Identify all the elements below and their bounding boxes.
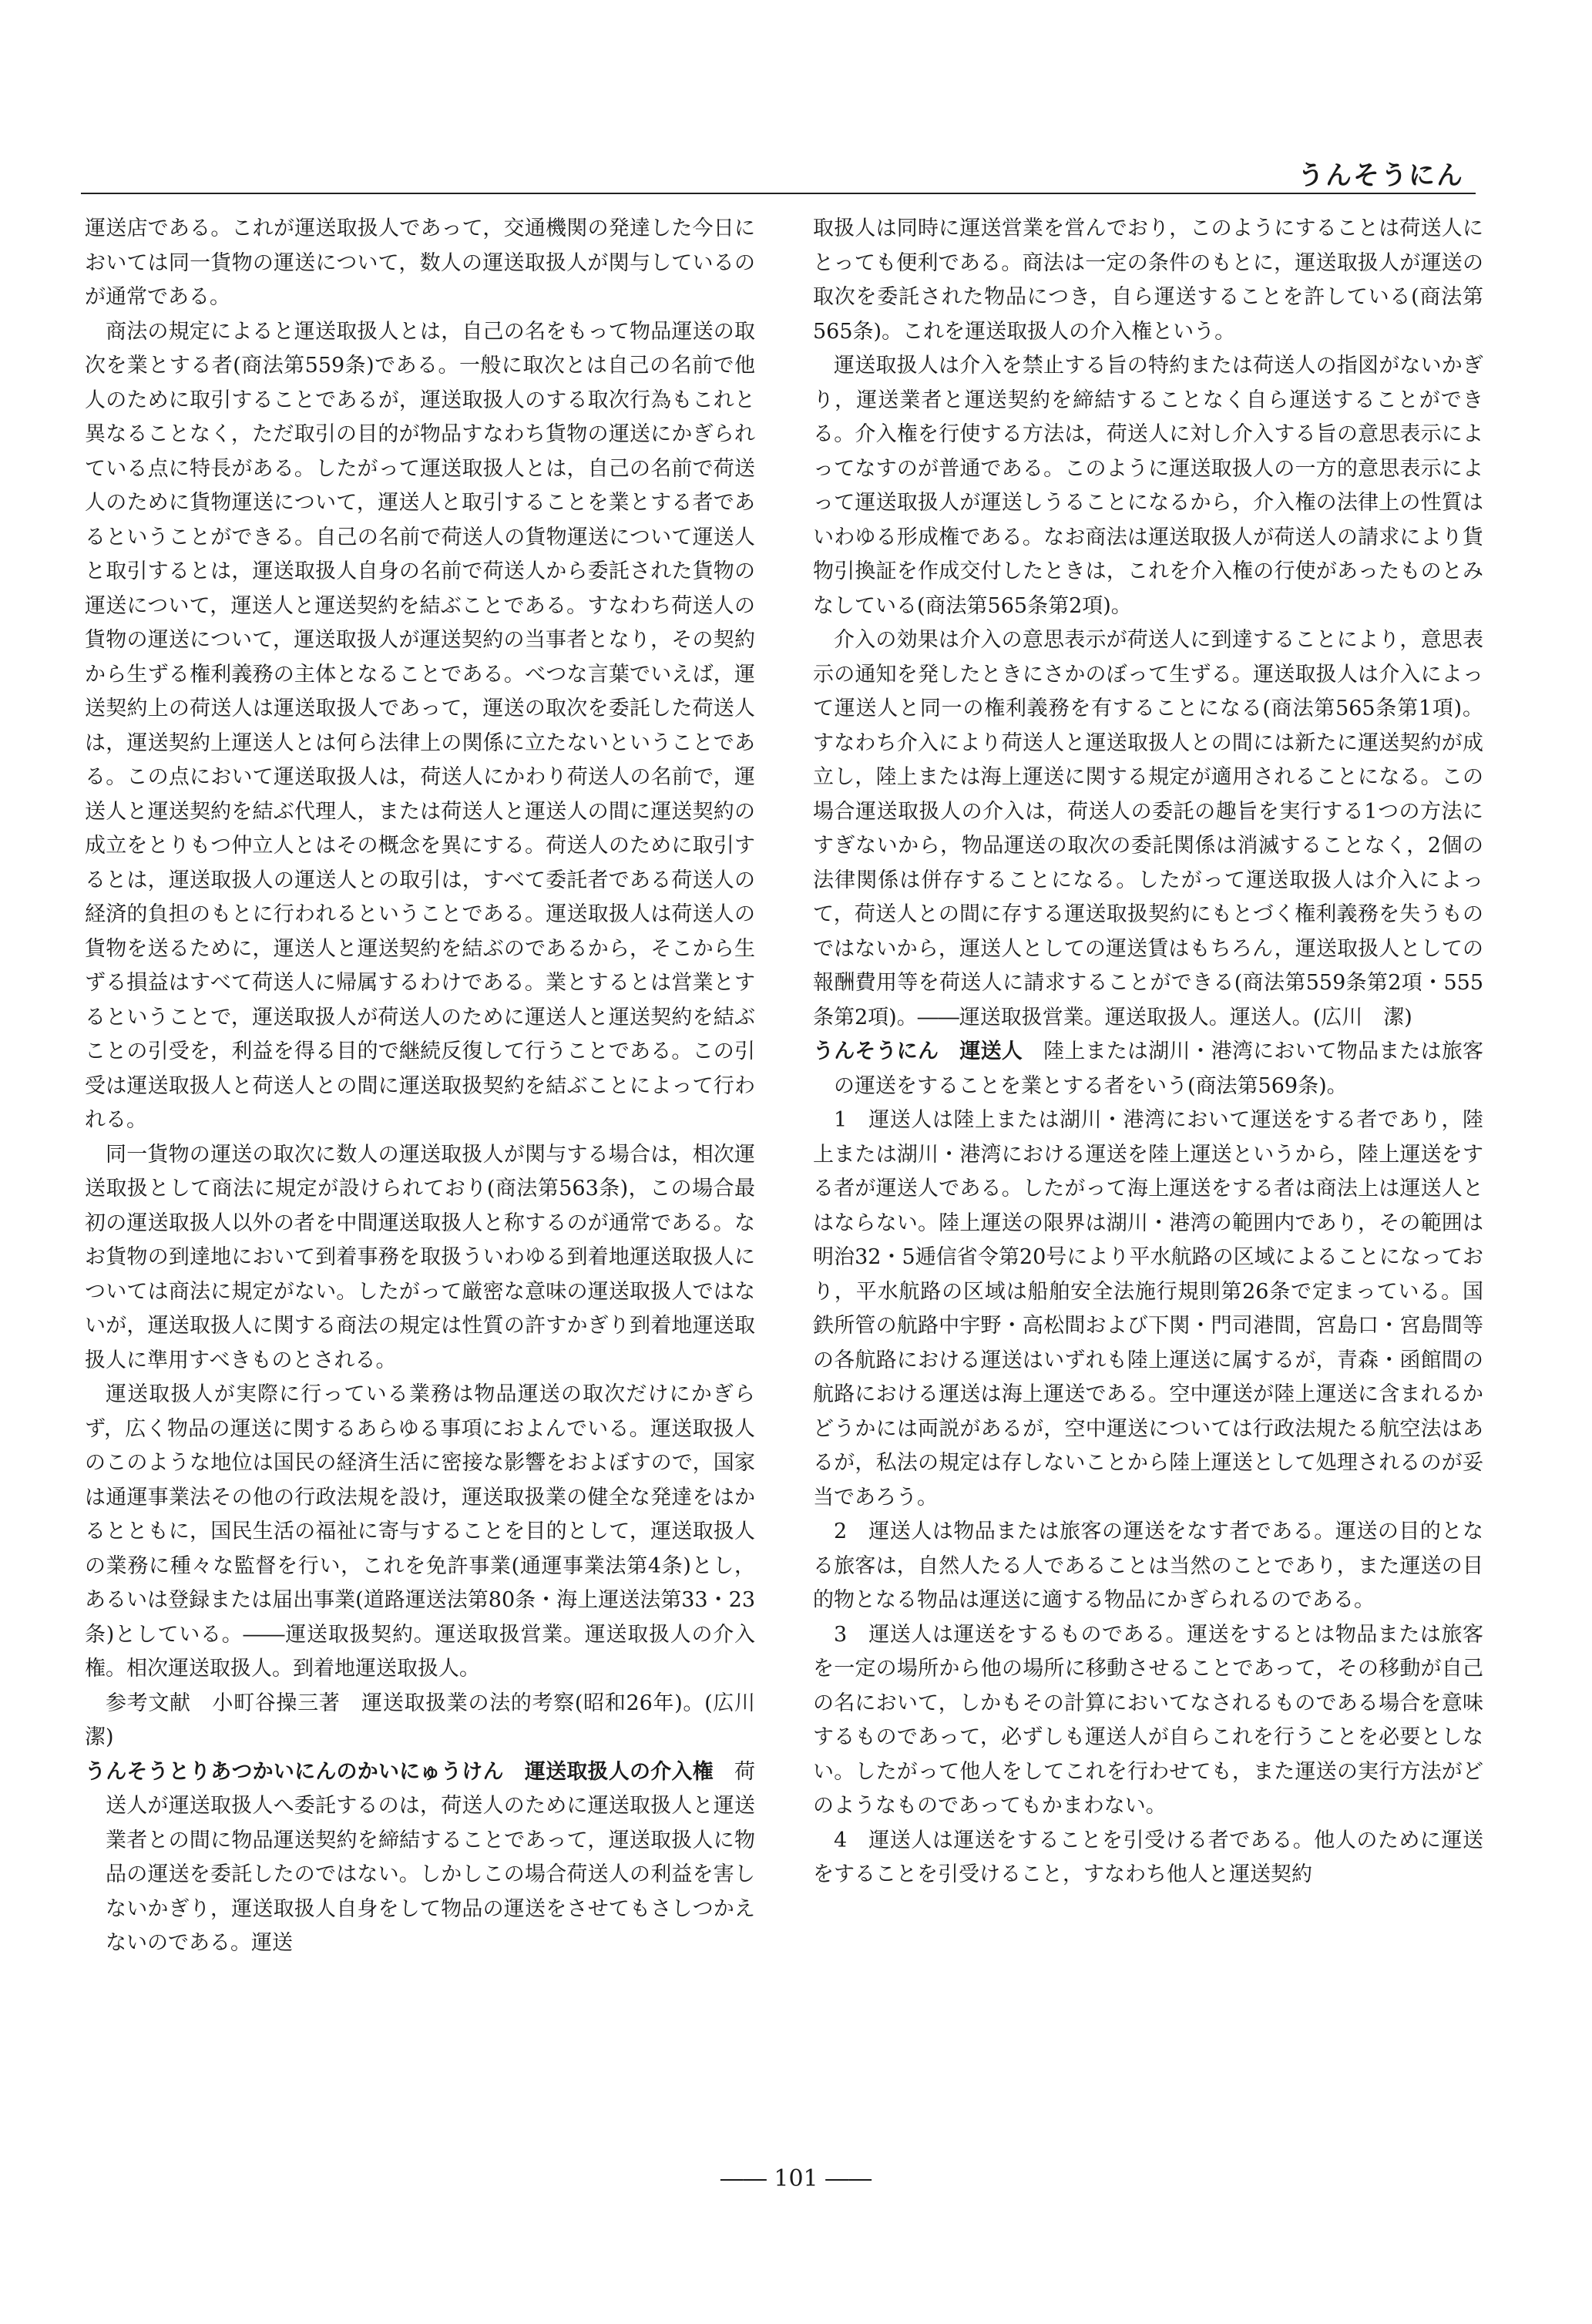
left-column: [85, 212, 776, 1961]
entry-keyword: 運送人: [959, 1039, 1023, 1063]
header-rule: [81, 193, 1476, 194]
paragraph: 運送店である。これが運送取扱人であって，交通機関の発達した今日においては同一貨物の運送について，数人の運送取扱人が関与しているのが通常である。: [85, 217, 755, 309]
right-column: [813, 212, 1483, 1892]
entry-text: 陸上または湖川・港湾において物品または旅客の運送をすることを業とする者をいう(商法第569条)。: [834, 1039, 1484, 1098]
paragraph: 運送取扱人が実際に行っている業務は物品運送の取次だけにかぎらず，広く物品の運送に関するあらゆる事項におよんでいる。運送取扱人のこのような地位は国民の経済生活に密接な影響をおよぼすので，国家は通運事業法その他の行政法規を設け，運送取扱業の健全な発達をはかるとともに，国民生活の福祉に寄与することを目的として，運送取扱人の業務に種々な監督を行い，これを免許事業(通運事業法第4条)とし，あるいは登録または届出事業(道路運送法第80条・海上運送法第33・23条)としている。――運送取扱契約。運送取扱営業。運送取扱人の介入権。相次運送取扱人。到着地運送取扱人。: [85, 1382, 755, 1681]
entry-headword: うんそうとりあつかいにんのかいにゅうけん: [85, 1759, 504, 1784]
paragraph: 取扱人は同時に運送営業を営んでおり，このようにすることは荷送人にとっても便利である。商法は一定の条件のもとに，運送取扱人が運送の取次を委託された物品につき，自ら運送することを許している(商法第565条)。これを運送取扱人の介入権という。: [813, 217, 1483, 344]
dictionary-entry: [85, 1755, 755, 1961]
entry-headword: うんそうにん: [813, 1039, 939, 1063]
paragraph: 同一貨物の運送の取次に数人の運送取扱人が関与する場合は，相次運送取扱として商法に規定が設けられており(商法第563条)，この場合最初の運送取扱人以外の者を中間運送取扱人と称するのが通常である。なお貨物の到達地において到着事務を取扱ういわゆる到着地運送取扱人については商法に規定がない。したがって厳密な意味の運送取扱人ではないが，運送取扱人に関する商法の規定は性質の許すかぎり到着地運送取扱人に準用すべきものとされる。: [85, 1142, 755, 1372]
running-head: うんそうにん: [1298, 160, 1464, 191]
reference-note: 参考文献 小町谷操三著 運送取扱業の法的考察(昭和26年)。(広川 潔): [85, 1691, 776, 1749]
numbered-paragraph: 3 運送人は運送をするものである。運送をするとは物品または旅客を一定の場所から他の場所に移動させることであって，その移動が自己の名において，しかもその計算においてなされるものである場合を意味するものであって，必ずしも運送人が自らこれを行うことを必要としない。したがって他人をしてこれを行わせても，また運送の実行方法がどのようなものであってもかまわない。: [813, 1622, 1483, 1818]
paragraph: 商法の規定によると運送取扱人とは，自己の名をもって物品運送の取次を業とする者(商法第559条)である。一般に取次とは自己の名前で他人のために取引することであるが，運送取扱人のする取次行為もこれと異なることなく，ただ取引の目的が物品すなわち貨物の運送にかぎられている点に特長がある。したがって運送取扱人とは，自己の名前で荷送人のために貨物運送について，運送人と取引することを業とする者であるということができる。自己の名前で荷送人の貨物運送について運送人と取引するとは，運送取扱人自身の名前で荷送人から委託された貨物の運送について，運送人と運送契約を結ぶことである。すなわち荷送人の貨物の運送について，運送取扱人が運送契約の当事者となり，その契約から生ずる権利義務の主体となることである。べつな言葉でいえば，運送契約上の荷送人は運送取扱人であって，運送の取次を委託した荷送人は，運送契約上運送人とは何ら法律上の関係に立たないということである。この点において運送取扱人は，荷送人にかわり荷送人の名前で，運送人と運送契約を結ぶ代理人，または荷送人と運送人の間に運送契約の成立をとりもつ仲立人とはその概念を異にする。荷送人のために取引するとは，運送取扱人の運送人との取引は，すべて委託者である荷送人の経済的負担のもとに行われるということである。運送取扱人は荷送人の貨物を送るために，運送人と運送契約を結ぶのであるから，そこから生ずる損益はすべて荷送人に帰属するわけである。業とするとは営業とするということで，運送取扱人が荷送人のために運送人と運送契約を結ぶことの引受を，利益を得る目的で継続反復して行うことである。この引受は運送取扱人と荷送人との間に運送取扱契約を結ぶことによって行われる。: [85, 319, 755, 1132]
paragraph: 運送取扱人は介入を禁止する旨の特約または荷送人の指図がないかぎり，運送業者と運送契約を締結することなく自ら運送することができる。介入権を行使する方法は，荷送人に対し介入する旨の意思表示によってなすのが普通である。このように運送取扱人の一方的意思表示によって運送取扱人が運送しうることになるから，介入権の法律上の性質はいわゆる形成権である。なお商法は運送取扱人が荷送人の請求により貨物引換証を作成交付したときは，これを介入権の行使があったものとみなしている(商法第565条第2項)。: [813, 354, 1483, 618]
entry-keyword: 運送取扱人の介入権: [524, 1759, 714, 1784]
page-number: ―― 101 ――: [720, 2165, 872, 2192]
dictionary-entry: [813, 1035, 1483, 1103]
numbered-paragraph: 2 運送人は物品または旅客の運送をなす者である。運送の目的となる旅客は，自然人たる人であることは当然のことであり，また運送の目的物となる物品は運送に適する物品にかぎられるのである。: [813, 1520, 1483, 1612]
numbered-paragraph: 1 運送人は陸上または湖川・港湾において運送をする者であり，陸上または湖川・港湾における運送を陸上運送というから，陸上運送をする者が運送人である。したがって海上運送をする者は商法上は運送人とはならない。陸上運送の限界は湖川・港湾の範囲内であり，その範囲は明治32・5逓信省令第20号により平水航路の区域によることになっており，平水航路の区域は船舶安全法施行規則第26条で定まっている。国鉄所管の航路中宇野・高松間および下関・門司港間，宮島口・宮島間等の各航路における運送はいずれも陸上運送に属するが，青森・函館間の航路における運送は海上運送である。空中運送が陸上運送に含まれるかどうかには両説があるが，空中運送については行政法規たる航空法はあるが，私法の規定は存しないことから陸上運送として処理されるのが妥当であろう。: [813, 1108, 1483, 1510]
numbered-paragraph: 4 運送人は運送をすることを引受ける者である。他人のために運送をすることを引受けること，すなわち他人と運送契約: [813, 1828, 1483, 1886]
paragraph: 介入の効果は介入の意思表示が荷送人に到達することにより，意思表示の通知を発したときにさかのぼって生ずる。運送取扱人は介入によって運送人と同一の権利義務を有することになる(商法第565条第1項)。すなわち介入により荷送人と運送取扱人との間には新たに運送契約が成立し，陸上または海上運送に関する規定が適用されることになる。この場合運送取扱人の介入は，荷送人の委託の趣旨を実行する1つの方法にすぎないから，物品運送の取次の委託関係は消滅することなく，2個の法律関係は併存することになる。したがって運送取扱人は介入によって，荷送人との間に存する運送取扱契約にもとづく権利義務を失うものではないから，運送人としての運送賃はもちろん，運送取扱人としての報酬費用等を荷送人に請求することができる(商法第559条第2項・555条第2項)。――運送取扱営業。運送取扱人。運送人。(広川 潔): [813, 628, 1483, 1029]
entry-text: 荷送人が運送取扱人へ委託するのは，荷送人のために運送取扱人と運送業者との間に物品運送契約を締結することであって，運送取扱人に物品の運送を委託したのではない。しかしこの場合荷送人の利益を害しないかぎり，運送取扱人自身をして物品の運送をさせてもさしつかえないのである。運送: [106, 1759, 756, 1955]
